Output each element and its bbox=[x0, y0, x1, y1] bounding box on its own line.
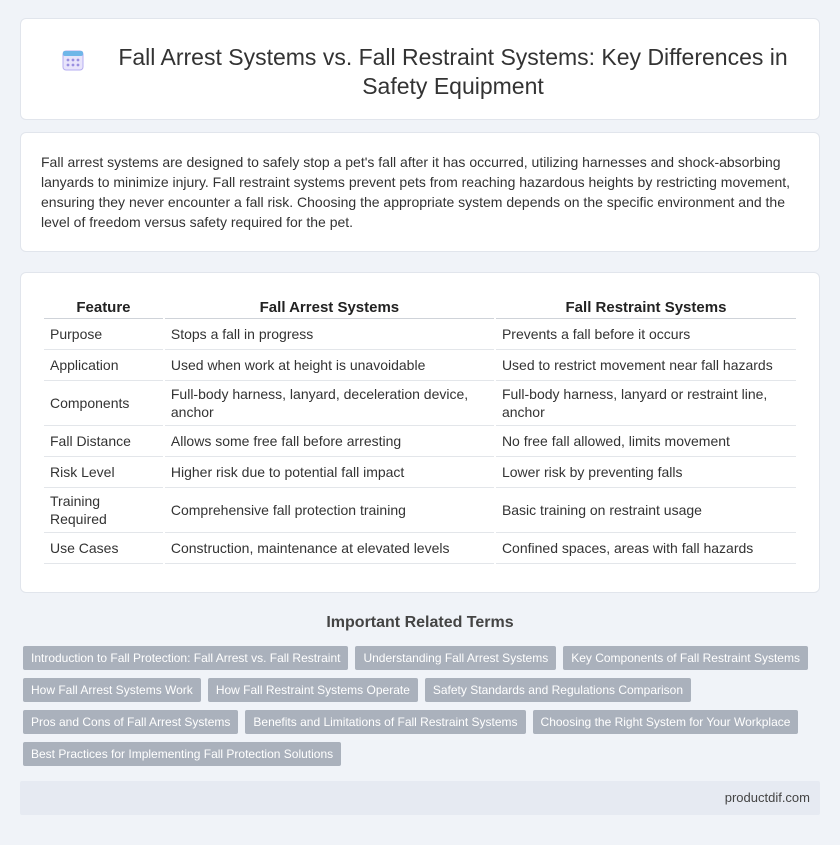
related-term-link[interactable]: Safety Standards and Regulations Comparison bbox=[425, 678, 691, 702]
feature-cell: Purpose bbox=[44, 319, 163, 350]
fall-restraint-cell: Used to restrict movement near fall hazards bbox=[496, 350, 796, 381]
footer bbox=[20, 781, 820, 815]
feature-cell: Training Required bbox=[44, 488, 163, 533]
footer-site-name: productdif.com bbox=[724, 790, 810, 805]
related-term-link[interactable]: How Fall Arrest Systems Work bbox=[23, 678, 201, 702]
fall-arrest-cell: Full-body harness, lanyard, deceleration device, anchor bbox=[165, 381, 494, 426]
table-header-row bbox=[44, 297, 796, 319]
table-row bbox=[44, 381, 796, 426]
fall-restraint-cell: Basic training on restraint usage bbox=[496, 488, 796, 533]
feature-cell: Use Cases bbox=[44, 533, 163, 564]
calendar-grid-icon bbox=[61, 48, 85, 72]
column-header: Feature bbox=[44, 297, 163, 319]
table-row bbox=[44, 426, 796, 457]
fall-arrest-cell: Allows some free fall before arresting bbox=[165, 426, 494, 457]
fall-restraint-cell: Full-body harness, lanyard or restraint line, anchor bbox=[496, 381, 796, 426]
related-term-link[interactable]: Best Practices for Implementing Fall Protection Solutions bbox=[23, 742, 341, 766]
page-title: Fall Arrest Systems vs. Fall Restraint Systems: Key Differences in Safety Equipment bbox=[118, 44, 788, 99]
table-row bbox=[44, 350, 796, 381]
related-term-link[interactable]: Introduction to Fall Protection: Fall Arrest vs. Fall Restraint bbox=[23, 646, 348, 670]
intro-card bbox=[20, 132, 820, 252]
column-header: Fall Arrest Systems bbox=[165, 297, 494, 319]
related-term-link[interactable]: How Fall Restraint Systems Operate bbox=[208, 678, 418, 702]
fall-arrest-cell: Comprehensive fall protection training bbox=[165, 488, 494, 533]
related-terms-heading: Important Related Terms bbox=[326, 614, 514, 631]
related-term-link[interactable]: Key Components of Fall Restraint Systems bbox=[563, 646, 808, 670]
fall-restraint-cell: No free fall allowed, limits movement bbox=[496, 426, 796, 457]
feature-cell: Risk Level bbox=[44, 457, 163, 488]
column-header: Fall Restraint Systems bbox=[496, 297, 796, 319]
table-row bbox=[44, 533, 796, 564]
table-row bbox=[44, 488, 796, 533]
comparison-table-card bbox=[20, 272, 820, 593]
table-row bbox=[44, 457, 796, 488]
fall-arrest-cell: Used when work at height is unavoidable bbox=[165, 350, 494, 381]
fall-arrest-cell: Stops a fall in progress bbox=[165, 319, 494, 350]
intro-paragraph: Fall arrest systems are designed to safely stop a pet's fall after it has occurred, utilizing harnesses and shock-absorbing lanyards to minimize injury. Fall restraint systems prevent pets from reaching hazardous heights by restricting movement, ensuring they never encounter a fall risk. Choosing the appropriate system depends on the specific environment and the level of freedom versus safety required for the pet. bbox=[41, 154, 791, 230]
fall-restraint-cell: Prevents a fall before it occurs bbox=[496, 319, 796, 350]
fall-restraint-cell: Lower risk by preventing falls bbox=[496, 457, 796, 488]
table-row bbox=[44, 319, 796, 350]
related-term-link[interactable]: Choosing the Right System for Your Workplace bbox=[533, 710, 799, 734]
feature-cell: Fall Distance bbox=[44, 426, 163, 457]
feature-cell: Components bbox=[44, 381, 163, 426]
feature-cell: Application bbox=[44, 350, 163, 381]
fall-restraint-cell: Confined spaces, areas with fall hazards bbox=[496, 533, 796, 564]
header-card bbox=[20, 18, 820, 120]
related-term-link[interactable]: Pros and Cons of Fall Arrest Systems bbox=[23, 710, 238, 734]
related-term-link[interactable]: Benefits and Limitations of Fall Restraint Systems bbox=[245, 710, 525, 734]
fall-arrest-cell: Higher risk due to potential fall impact bbox=[165, 457, 494, 488]
related-term-link[interactable]: Understanding Fall Arrest Systems bbox=[355, 646, 556, 670]
related-terms-list bbox=[23, 646, 823, 774]
comparison-table bbox=[42, 297, 798, 564]
fall-arrest-cell: Construction, maintenance at elevated levels bbox=[165, 533, 494, 564]
